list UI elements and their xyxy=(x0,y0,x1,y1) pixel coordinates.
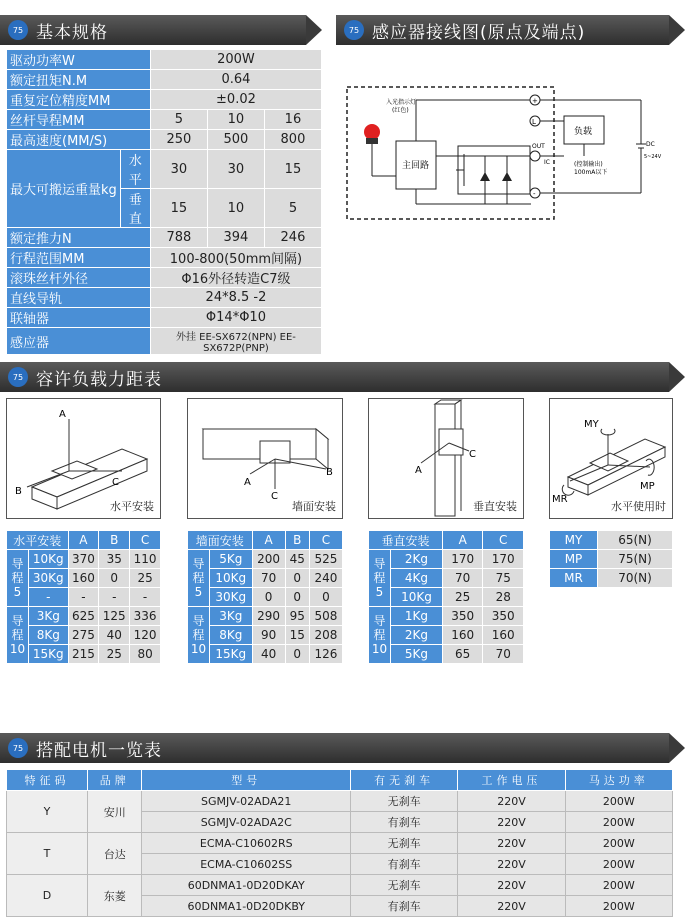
lead-label: 导程10 xyxy=(188,607,210,664)
table-cell: 508 xyxy=(309,607,342,626)
spec-value: 5 xyxy=(150,110,207,130)
spec-value: 250 xyxy=(150,130,207,150)
table-header: A xyxy=(442,531,483,550)
table-cell: 220V xyxy=(458,896,565,917)
table-row xyxy=(7,770,673,791)
table-cell: 15Kg xyxy=(29,645,69,664)
table-row xyxy=(7,569,161,588)
section-badge: 75 xyxy=(8,367,28,387)
diagram-caption: 水平使用时 xyxy=(611,500,666,513)
table-cell: 220V xyxy=(458,833,565,854)
table-cell: MR xyxy=(550,569,598,588)
table-cell: SGMJV-02ADA21 xyxy=(142,791,351,812)
main-circuit-label: 主回路 xyxy=(402,161,430,171)
table-cell: 80 xyxy=(130,645,161,664)
control-output-label: (控制输出) xyxy=(574,161,603,168)
spec-row xyxy=(7,130,322,150)
axis-label-a: A xyxy=(59,409,66,420)
spec-row xyxy=(7,228,322,248)
table-cell: 3Kg xyxy=(210,607,253,626)
table-row xyxy=(369,607,524,626)
table-cell: 10Kg xyxy=(391,588,443,607)
minus-terminal: - xyxy=(533,190,536,198)
table-row xyxy=(550,531,673,550)
table-cell: 200W xyxy=(565,875,672,896)
spec-value: 10 xyxy=(207,110,264,130)
table-row xyxy=(550,550,673,569)
table-row xyxy=(369,626,524,645)
section-header-load-moment xyxy=(0,362,669,392)
diagram-horizontal-mount xyxy=(6,398,161,519)
spec-value: 788 xyxy=(150,228,207,248)
table-cell: 0 xyxy=(99,569,130,588)
table-cell: 10Kg xyxy=(29,550,69,569)
table-cell: 220V xyxy=(458,854,565,875)
table-cell: 2Kg xyxy=(391,550,443,569)
current-label: 100mA以下 xyxy=(574,169,608,176)
table-cell: 170 xyxy=(483,550,524,569)
section-title: 容许负载力距表 xyxy=(36,369,162,390)
column-header: 马达功率 xyxy=(565,770,672,791)
column-header: 工作电压 xyxy=(458,770,565,791)
table-row xyxy=(7,645,161,664)
table-cell: 70 xyxy=(442,569,483,588)
table-header: 水平安装 xyxy=(7,531,69,550)
axis-label-c: C xyxy=(112,477,119,488)
spec-value: 100-800(50mm间隔) xyxy=(150,248,321,268)
table-cell: 无刹车 xyxy=(350,791,457,812)
table-cell: 有刹车 xyxy=(350,896,457,917)
table-cell: - xyxy=(130,588,161,607)
diagram-vertical-mount xyxy=(368,398,524,519)
table-cell: 0 xyxy=(252,588,285,607)
table-cell: ECMA-C10602RS xyxy=(142,833,351,854)
table-cell: 30Kg xyxy=(210,588,253,607)
spec-value: 0.64 xyxy=(150,70,321,90)
table-cell: 25 xyxy=(99,645,130,664)
spec-row xyxy=(7,50,322,70)
table-header: 墙面安装 xyxy=(188,531,253,550)
diagram-wall-mount xyxy=(187,398,343,519)
table-cell: 160 xyxy=(442,626,483,645)
table-cell: 3Kg xyxy=(29,607,69,626)
section-title: 基本规格 xyxy=(36,22,108,43)
horizontal-load-table xyxy=(6,530,161,664)
moment-table xyxy=(549,530,673,588)
moment-label-mp: MP xyxy=(640,481,655,492)
section-badge: 75 xyxy=(8,20,28,40)
table-cell: Y xyxy=(7,791,88,833)
table-cell: 625 xyxy=(68,607,99,626)
spec-row xyxy=(7,70,322,90)
table-cell: 1Kg xyxy=(391,607,443,626)
spec-value: Φ16外径转造C7级 xyxy=(150,268,321,288)
table-row xyxy=(7,791,673,812)
table-cell: 0 xyxy=(285,645,309,664)
table-cell: 220V xyxy=(458,875,565,896)
table-cell: 无刹车 xyxy=(350,875,457,896)
spec-label: 重复定位精度MM xyxy=(7,90,151,110)
table-cell: 70(N) xyxy=(598,569,673,588)
table-cell: - xyxy=(29,588,69,607)
table-cell: SGMJV-02ADA2C xyxy=(142,812,351,833)
table-cell: 安川 xyxy=(87,791,142,833)
diagram-caption: 水平安装 xyxy=(110,500,154,513)
spec-label: 直线导轨 xyxy=(7,288,151,308)
table-header: 垂直安装 xyxy=(369,531,443,550)
table-cell: 无刹车 xyxy=(350,833,457,854)
table-cell: 60DNMA1-0D20DKBY xyxy=(142,896,351,917)
lead-label: 导程5 xyxy=(188,550,210,607)
spec-row xyxy=(7,248,322,268)
spec-label: 感应器 xyxy=(7,328,151,355)
ic-label: IC xyxy=(544,159,550,166)
table-cell: 200W xyxy=(565,833,672,854)
spec-value: Φ14*Φ10 xyxy=(150,308,321,328)
table-cell: 65(N) xyxy=(598,531,673,550)
table-cell: 0 xyxy=(309,588,342,607)
table-cell: 95 xyxy=(285,607,309,626)
spec-row xyxy=(7,268,322,288)
table-cell: 35 xyxy=(99,550,130,569)
spec-label: 行程范围MM xyxy=(7,248,151,268)
indicator-color: (红色) xyxy=(392,107,409,114)
table-row xyxy=(188,569,343,588)
column-header: 特征码 xyxy=(7,770,88,791)
section-header-basic-specs xyxy=(0,15,306,45)
table-cell: 10Kg xyxy=(210,569,253,588)
table-row xyxy=(369,531,524,550)
diagram-horizontal-usage xyxy=(549,398,673,519)
table-cell: 70 xyxy=(483,645,524,664)
table-header: B xyxy=(99,531,130,550)
table-row xyxy=(7,531,161,550)
table-cell: 200W xyxy=(565,812,672,833)
table-cell: 30Kg xyxy=(29,569,69,588)
table-cell: 120 xyxy=(130,626,161,645)
table-row xyxy=(188,645,343,664)
sensor-wiring-diagram xyxy=(346,86,662,222)
column-header: 有无刹车 xyxy=(350,770,457,791)
table-cell: 0 xyxy=(285,569,309,588)
spec-label: 驱动功率W xyxy=(7,50,151,70)
spec-value: ±0.02 xyxy=(150,90,321,110)
table-cell: 0 xyxy=(285,588,309,607)
table-cell: 200W xyxy=(565,854,672,875)
spec-value: 800 xyxy=(264,130,321,150)
table-cell: 200W xyxy=(565,896,672,917)
spec-label: 最大可搬运重量kg xyxy=(7,150,121,228)
moment-label-mr: MR xyxy=(552,494,568,505)
table-cell: ECMA-C10602SS xyxy=(142,854,351,875)
out-label: OUT xyxy=(532,143,545,150)
table-cell: 有刹车 xyxy=(350,854,457,875)
table-cell: 5Kg xyxy=(391,645,443,664)
moment-label-my: MY xyxy=(584,419,599,430)
diagram-caption: 垂直安装 xyxy=(473,500,517,513)
table-row xyxy=(7,588,161,607)
table-cell: 台达 xyxy=(87,833,142,875)
table-cell: 220V xyxy=(458,812,565,833)
table-cell: 75(N) xyxy=(598,550,673,569)
table-cell: MY xyxy=(550,531,598,550)
table-cell: 525 xyxy=(309,550,342,569)
table-cell: 5Kg xyxy=(210,550,253,569)
table-header: A xyxy=(252,531,285,550)
table-header: C xyxy=(483,531,524,550)
section-header-motor-list xyxy=(0,733,669,763)
spec-row xyxy=(7,308,322,328)
lead-label: 导程10 xyxy=(369,607,391,664)
table-cell: 370 xyxy=(68,550,99,569)
table-cell: 90 xyxy=(252,626,285,645)
table-cell: 75 xyxy=(483,569,524,588)
table-cell: D xyxy=(7,875,88,917)
table-cell: 28 xyxy=(483,588,524,607)
table-cell: 160 xyxy=(483,626,524,645)
indicator-lamp-icon xyxy=(364,124,380,140)
axis-label-c: C xyxy=(469,449,476,460)
table-cell: 40 xyxy=(252,645,285,664)
section-title: 感应器接线图(原点及端点) xyxy=(372,22,586,43)
table-row xyxy=(7,875,673,896)
axis-label-b: B xyxy=(326,467,333,478)
table-cell: 45 xyxy=(285,550,309,569)
spec-label: 联轴器 xyxy=(7,308,151,328)
axis-label-a: A xyxy=(244,477,251,488)
table-row xyxy=(188,607,343,626)
table-row xyxy=(188,531,343,550)
table-row xyxy=(188,626,343,645)
table-cell: 15Kg xyxy=(210,645,253,664)
voltage-label: 5~24V xyxy=(644,154,662,160)
table-cell: MP xyxy=(550,550,598,569)
table-cell: 8Kg xyxy=(210,626,253,645)
motor-list-table xyxy=(6,769,673,917)
axis-label-b: B xyxy=(15,486,22,497)
spec-label: 最高速度(MM/S) xyxy=(7,130,151,150)
spec-row xyxy=(7,328,322,355)
table-cell: 240 xyxy=(309,569,342,588)
table-header: C xyxy=(130,531,161,550)
spec-value: 16 xyxy=(264,110,321,130)
spec-value: 246 xyxy=(264,228,321,248)
table-cell: 290 xyxy=(252,607,285,626)
table-cell: 126 xyxy=(309,645,342,664)
axis-label-c: C xyxy=(271,491,278,502)
table-cell: 350 xyxy=(483,607,524,626)
table-cell: 40 xyxy=(99,626,130,645)
spec-row xyxy=(7,110,322,130)
plus-terminal: + xyxy=(532,97,538,105)
wall-load-table xyxy=(187,530,343,664)
spec-value: 15 xyxy=(264,150,321,189)
spec-sublabel: 垂直 xyxy=(120,189,150,228)
indicator-label: 入光指示灯 xyxy=(386,99,417,106)
spec-value: 200W xyxy=(150,50,321,70)
table-cell: - xyxy=(99,588,130,607)
table-row xyxy=(7,626,161,645)
spec-row xyxy=(7,288,322,308)
l-terminal: L xyxy=(532,118,536,126)
table-row xyxy=(7,550,161,569)
section-badge: 75 xyxy=(8,738,28,758)
table-cell: 200W xyxy=(565,791,672,812)
table-cell: 350 xyxy=(442,607,483,626)
table-cell: 15 xyxy=(285,626,309,645)
table-cell: 4Kg xyxy=(391,569,443,588)
table-row xyxy=(188,550,343,569)
table-cell: 110 xyxy=(130,550,161,569)
table-cell: 25 xyxy=(442,588,483,607)
column-header: 品牌 xyxy=(87,770,142,791)
table-row xyxy=(369,569,524,588)
table-row xyxy=(369,588,524,607)
dc-label: DC xyxy=(646,141,655,148)
table-row xyxy=(7,833,673,854)
section-header-sensor-wiring xyxy=(336,15,669,45)
table-row xyxy=(369,550,524,569)
table-cell: 160 xyxy=(68,569,99,588)
spec-label: 额定扭矩N.M xyxy=(7,70,151,90)
table-cell: 25 xyxy=(130,569,161,588)
spec-label: 滚珠丝杆外径 xyxy=(7,268,151,288)
table-cell: 8Kg xyxy=(29,626,69,645)
table-cell: 有刹车 xyxy=(350,812,457,833)
table-cell: 东菱 xyxy=(87,875,142,917)
table-header: B xyxy=(285,531,309,550)
spec-value: 30 xyxy=(150,150,207,189)
spec-row xyxy=(7,90,322,110)
spec-value: 500 xyxy=(207,130,264,150)
table-row xyxy=(7,607,161,626)
table-cell: 200 xyxy=(252,550,285,569)
spec-label: 额定推力N xyxy=(7,228,151,248)
lead-label: 导程5 xyxy=(369,550,391,607)
table-cell: 220V xyxy=(458,791,565,812)
table-cell: 336 xyxy=(130,607,161,626)
diagram-caption: 墙面安装 xyxy=(292,500,336,513)
table-cell: - xyxy=(68,588,99,607)
spec-row xyxy=(7,150,322,189)
lead-label: 导程5 xyxy=(7,550,29,607)
table-cell: 125 xyxy=(99,607,130,626)
table-cell: 275 xyxy=(68,626,99,645)
table-header: A xyxy=(68,531,99,550)
table-cell: 215 xyxy=(68,645,99,664)
table-cell: 60DNMA1-0D20DKAY xyxy=(142,875,351,896)
spec-value: 5 xyxy=(264,189,321,228)
axis-label-a: A xyxy=(415,465,422,476)
load-label: 负载 xyxy=(574,127,593,137)
vertical-load-table xyxy=(368,530,524,664)
table-cell: 65 xyxy=(442,645,483,664)
table-row xyxy=(188,588,343,607)
spec-sublabel: 水平 xyxy=(120,150,150,189)
spec-value: 394 xyxy=(207,228,264,248)
spec-label: 丝杆导程MM xyxy=(7,110,151,130)
spec-value: 24*8.5 -2 xyxy=(150,288,321,308)
section-title: 搭配电机一览表 xyxy=(36,740,162,761)
spec-value: 外挂 EE-SX672(NPN) EE-SX672P(PNP) xyxy=(150,328,321,355)
table-cell: 170 xyxy=(442,550,483,569)
table-row xyxy=(550,569,673,588)
spec-value: 10 xyxy=(207,189,264,228)
spec-value: 15 xyxy=(150,189,207,228)
basic-specs-table xyxy=(6,49,322,355)
table-cell: 208 xyxy=(309,626,342,645)
lead-label: 导程10 xyxy=(7,607,29,664)
spec-value: 30 xyxy=(207,150,264,189)
table-cell: 2Kg xyxy=(391,626,443,645)
table-cell: T xyxy=(7,833,88,875)
table-row xyxy=(369,645,524,664)
table-header: C xyxy=(309,531,342,550)
column-header: 型号 xyxy=(142,770,351,791)
section-badge: 75 xyxy=(344,20,364,40)
table-cell: 70 xyxy=(252,569,285,588)
